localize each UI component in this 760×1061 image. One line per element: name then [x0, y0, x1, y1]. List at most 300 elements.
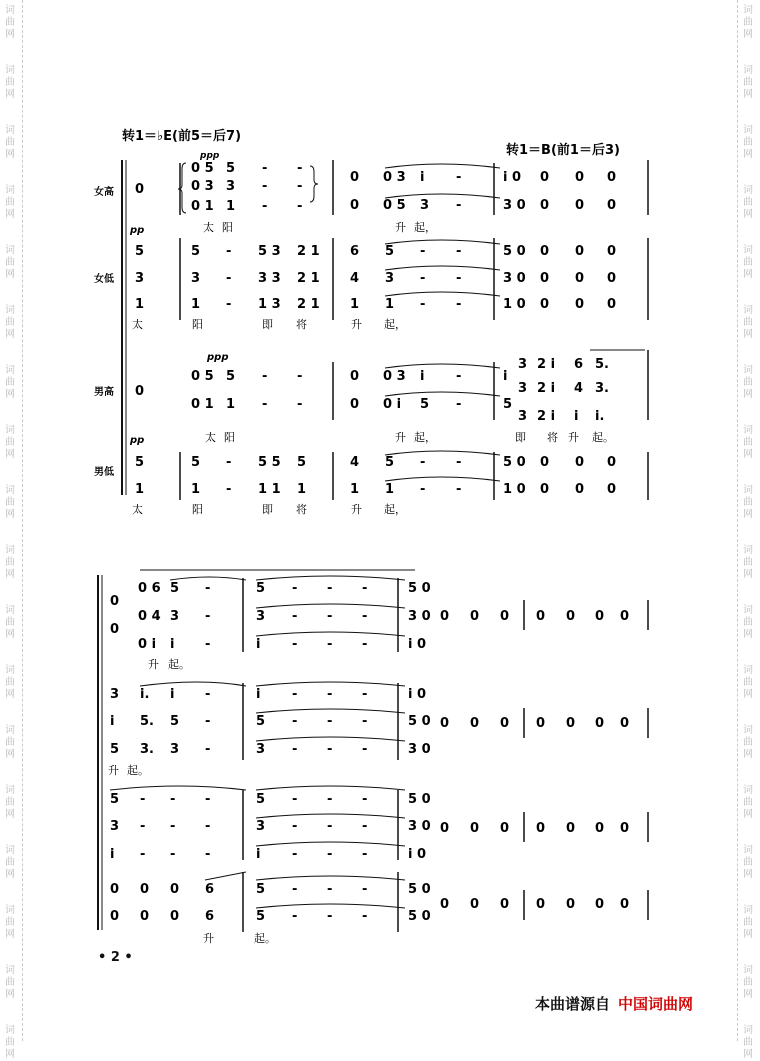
svg-text:0: 0 — [540, 244, 550, 259]
svg-text:5 3: 5 3 — [258, 244, 281, 259]
svg-text:3: 3 — [385, 271, 395, 286]
key-change-1: 转1＝♭E(前5＝后7) — [122, 129, 242, 144]
svg-text:3: 3 — [256, 819, 266, 834]
svg-text:-: - — [140, 792, 146, 807]
part-label-soprano: 女高 — [94, 187, 114, 198]
svg-text:-: - — [297, 397, 303, 412]
svg-text:3.: 3. — [595, 381, 609, 396]
svg-text:-: - — [420, 244, 426, 259]
svg-text:0: 0 — [135, 384, 145, 399]
lyric: 升 — [148, 658, 159, 671]
svg-text:-: - — [297, 199, 303, 214]
watermark-text: 词 曲 网 — [5, 125, 15, 160]
svg-text:0: 0 — [500, 716, 510, 731]
svg-text:0 1: 0 1 — [191, 397, 214, 412]
svg-text:-: - — [292, 581, 298, 596]
svg-text:-: - — [362, 637, 368, 652]
bass-staff — [135, 451, 616, 497]
svg-text:i.: i. — [140, 687, 150, 702]
svg-text:-: - — [420, 482, 426, 497]
dynamics-bass: pp — [130, 435, 145, 446]
svg-text:1: 1 — [385, 482, 395, 497]
svg-text:1: 1 — [135, 482, 145, 497]
lyric: 阳 — [192, 318, 203, 331]
svg-text:-: - — [205, 581, 211, 596]
svg-text:2 1: 2 1 — [297, 271, 320, 286]
svg-text:0: 0 — [540, 198, 550, 213]
svg-text:-: - — [327, 637, 333, 652]
svg-text:0 4: 0 4 — [138, 609, 161, 624]
lyric: 将 — [296, 318, 307, 331]
lyric: 太 — [132, 318, 143, 331]
svg-text:3: 3 — [170, 742, 180, 757]
system2-row3 — [110, 786, 629, 862]
svg-text:3: 3 — [110, 687, 120, 702]
svg-text:0: 0 — [110, 909, 120, 924]
watermark-text: 词 曲 网 — [5, 185, 15, 220]
watermark-text: 词 曲 网 — [5, 305, 15, 340]
svg-text:0 3: 0 3 — [383, 369, 406, 384]
svg-text:-: - — [262, 199, 268, 214]
svg-text:5 0: 5 0 — [408, 909, 431, 924]
svg-text:0: 0 — [620, 716, 630, 731]
svg-text:i: i — [256, 847, 261, 862]
svg-text:i.: i. — [595, 409, 605, 424]
svg-text:i 0: i 0 — [408, 637, 427, 652]
lyric: 升 — [108, 764, 119, 777]
svg-text:3: 3 — [191, 271, 201, 286]
svg-text:i: i — [110, 847, 115, 862]
svg-text:0: 0 — [620, 609, 630, 624]
svg-text:5: 5 — [170, 714, 180, 729]
watermark-text: 词 曲 网 — [743, 1025, 753, 1060]
dynamics-tenor: ppp — [207, 352, 229, 363]
svg-text:-: - — [362, 819, 368, 834]
lyric: 阳 — [222, 221, 233, 234]
watermark-text: 词 曲 网 — [743, 65, 753, 100]
svg-text:2 i: 2 i — [537, 357, 556, 372]
svg-text:0: 0 — [566, 897, 576, 912]
svg-text:-: - — [297, 369, 303, 384]
svg-text:-: - — [292, 714, 298, 729]
lyric: 将 — [296, 503, 307, 516]
svg-text:0: 0 — [595, 821, 605, 836]
lyric: 升 — [395, 221, 406, 234]
svg-text:-: - — [205, 609, 211, 624]
watermark-text: 词 曲 网 — [743, 725, 753, 760]
svg-text:0: 0 — [540, 271, 550, 286]
watermark-text: 词 曲 网 — [5, 905, 15, 940]
svg-text:5 0: 5 0 — [503, 244, 526, 259]
svg-text:1 3: 1 3 — [258, 297, 281, 312]
svg-text:i: i — [574, 409, 579, 424]
svg-text:0: 0 — [595, 609, 605, 624]
svg-text:-: - — [362, 909, 368, 924]
watermark-text: 词 曲 网 — [743, 845, 753, 880]
svg-text:-: - — [456, 297, 462, 312]
svg-text:1: 1 — [135, 297, 145, 312]
page-number: • 2 • — [98, 950, 133, 965]
svg-text:i: i — [420, 170, 425, 185]
svg-text:3 0: 3 0 — [408, 742, 431, 757]
svg-text:-: - — [205, 847, 211, 862]
part-label-tenor: 男高 — [94, 387, 114, 398]
lyric: 起， — [384, 503, 406, 516]
lyric: 起。 — [168, 658, 190, 671]
lyric: 阳 — [224, 431, 235, 444]
svg-text:0: 0 — [540, 297, 550, 312]
svg-text:0: 0 — [575, 297, 585, 312]
svg-text:0: 0 — [540, 170, 550, 185]
svg-text:5: 5 — [385, 244, 395, 259]
svg-text:-: - — [262, 397, 268, 412]
watermark-text: 词 曲 网 — [5, 725, 15, 760]
svg-text:1 0: 1 0 — [503, 297, 526, 312]
svg-text:i: i — [420, 369, 425, 384]
svg-text:5: 5 — [256, 882, 266, 897]
svg-text:-: - — [205, 637, 211, 652]
svg-text:3: 3 — [135, 271, 145, 286]
svg-text:6: 6 — [574, 357, 584, 372]
svg-text:0: 0 — [500, 609, 510, 624]
svg-text:4: 4 — [350, 271, 360, 286]
lyric: 升 — [351, 503, 362, 516]
svg-text:0: 0 — [595, 897, 605, 912]
lyric: 升 — [351, 318, 362, 331]
watermark-text: 词 曲 网 — [5, 845, 15, 880]
svg-text:0: 0 — [470, 821, 480, 836]
svg-text:0: 0 — [440, 609, 450, 624]
lyric: 起， — [414, 431, 436, 444]
svg-text:0: 0 — [566, 821, 576, 836]
svg-text:0 i: 0 i — [138, 637, 157, 652]
lyric: 升 — [568, 431, 579, 444]
svg-text:-: - — [420, 271, 426, 286]
svg-text:-: - — [420, 297, 426, 312]
svg-text:2 1: 2 1 — [297, 297, 320, 312]
system2-row1 — [110, 570, 629, 652]
svg-text:0: 0 — [607, 244, 617, 259]
lyric: 升 — [395, 431, 406, 444]
svg-text:1: 1 — [350, 297, 360, 312]
watermark-text: 词 曲 网 — [5, 425, 15, 460]
svg-text:3 0: 3 0 — [503, 198, 526, 213]
svg-text:3: 3 — [518, 381, 528, 396]
svg-text:3: 3 — [256, 609, 266, 624]
svg-text:4: 4 — [350, 455, 360, 470]
svg-text:0: 0 — [440, 821, 450, 836]
watermark-text: 词 曲 网 — [743, 545, 753, 580]
watermark-text: 词 曲 网 — [743, 965, 753, 1000]
svg-text:0 1: 0 1 — [191, 199, 214, 214]
svg-text:-: - — [205, 819, 211, 834]
system2-row2 — [110, 682, 629, 757]
svg-text:-: - — [362, 847, 368, 862]
svg-text:-: - — [226, 482, 232, 497]
svg-text:5.: 5. — [140, 714, 154, 729]
svg-text:-: - — [327, 847, 333, 862]
watermark-text: 词 曲 网 — [743, 605, 753, 640]
svg-text:6: 6 — [205, 882, 215, 897]
lyric: 即 — [262, 503, 273, 516]
svg-text:-: - — [292, 742, 298, 757]
lyric: 起， — [414, 221, 436, 234]
svg-text:6: 6 — [350, 244, 360, 259]
lyric: 升 — [203, 932, 214, 945]
svg-text:-: - — [327, 714, 333, 729]
svg-text:-: - — [456, 198, 462, 213]
svg-text:-: - — [456, 244, 462, 259]
svg-text:0: 0 — [607, 198, 617, 213]
svg-text:0: 0 — [350, 170, 360, 185]
svg-text:0: 0 — [110, 594, 120, 609]
svg-text:0: 0 — [540, 482, 550, 497]
svg-text:0: 0 — [440, 716, 450, 731]
lyric: 起。 — [127, 764, 149, 777]
svg-text:4: 4 — [574, 381, 584, 396]
svg-text:5: 5 — [420, 397, 430, 412]
soprano-staff — [135, 161, 616, 214]
watermark-text: 词 曲 网 — [5, 665, 15, 700]
watermark-text: 词 曲 网 — [743, 665, 753, 700]
svg-text:-: - — [327, 742, 333, 757]
svg-text:0: 0 — [607, 297, 617, 312]
watermark-text: 词 曲 网 — [5, 5, 15, 40]
lyric: 太 — [205, 431, 216, 444]
svg-text:3 0: 3 0 — [408, 819, 431, 834]
svg-text:5: 5 — [256, 581, 266, 596]
svg-text:-: - — [170, 847, 176, 862]
svg-text:i: i — [170, 637, 175, 652]
svg-text:1: 1 — [226, 199, 236, 214]
svg-text:5 0: 5 0 — [408, 882, 431, 897]
svg-text:0: 0 — [350, 369, 360, 384]
svg-text:0: 0 — [110, 622, 120, 637]
svg-text:-: - — [327, 882, 333, 897]
svg-text:0: 0 — [536, 897, 546, 912]
part-label-alto: 女低 — [94, 274, 114, 285]
svg-text:i: i — [170, 687, 175, 702]
svg-text:-: - — [170, 792, 176, 807]
svg-text:-: - — [292, 909, 298, 924]
watermark-text: 词 曲 网 — [5, 785, 15, 820]
watermark-text: 词 曲 网 — [5, 245, 15, 280]
svg-text:-: - — [292, 609, 298, 624]
svg-text:5 5: 5 5 — [258, 455, 281, 470]
svg-text:0: 0 — [607, 455, 617, 470]
svg-text:-: - — [456, 397, 462, 412]
svg-text:5: 5 — [256, 714, 266, 729]
svg-text:-: - — [327, 687, 333, 702]
svg-text:5: 5 — [191, 244, 201, 259]
svg-text:5 0: 5 0 — [408, 714, 431, 729]
svg-text:-: - — [292, 687, 298, 702]
svg-text:0: 0 — [350, 198, 360, 213]
lyric: 起， — [384, 318, 406, 331]
watermark-text: 词 曲 网 — [5, 605, 15, 640]
svg-text:0: 0 — [470, 609, 480, 624]
svg-text:0 3: 0 3 — [383, 170, 406, 185]
dynamics-alto: pp — [130, 225, 145, 236]
svg-text:0: 0 — [566, 609, 576, 624]
svg-text:-: - — [362, 714, 368, 729]
svg-text:0: 0 — [607, 271, 617, 286]
svg-text:5: 5 — [385, 455, 395, 470]
svg-text:-: - — [420, 455, 426, 470]
alto-staff — [135, 240, 616, 312]
svg-text:0: 0 — [536, 821, 546, 836]
svg-text:i 0: i 0 — [503, 170, 522, 185]
watermark-text: 词 曲 网 — [5, 965, 15, 1000]
svg-text:0: 0 — [500, 821, 510, 836]
watermark-text: 词 曲 网 — [743, 245, 753, 280]
watermark-text: 词 曲 网 — [743, 425, 753, 460]
svg-text:5: 5 — [135, 244, 145, 259]
svg-text:-: - — [205, 714, 211, 729]
svg-text:1: 1 — [297, 482, 307, 497]
svg-text:3: 3 — [170, 609, 180, 624]
watermark-text: 词 曲 网 — [743, 365, 753, 400]
svg-text:-: - — [327, 792, 333, 807]
svg-text:1: 1 — [191, 482, 201, 497]
svg-text:0 5: 0 5 — [191, 369, 214, 384]
svg-text:0: 0 — [536, 609, 546, 624]
svg-text:5 0: 5 0 — [503, 455, 526, 470]
svg-text:2 i: 2 i — [537, 409, 556, 424]
svg-text:-: - — [362, 792, 368, 807]
svg-text:1: 1 — [350, 482, 360, 497]
svg-text:0: 0 — [470, 897, 480, 912]
svg-text:i: i — [256, 637, 261, 652]
svg-text:-: - — [205, 742, 211, 757]
watermark-text: 词 曲 网 — [743, 185, 753, 220]
svg-text:1 0: 1 0 — [503, 482, 526, 497]
svg-text:0: 0 — [566, 716, 576, 731]
svg-text:1: 1 — [226, 397, 236, 412]
svg-text:-: - — [362, 609, 368, 624]
watermark-text: 词 曲 网 — [743, 905, 753, 940]
svg-text:-: - — [456, 369, 462, 384]
lyric: 太 — [132, 503, 143, 516]
svg-text:0: 0 — [140, 909, 150, 924]
svg-text:0 5: 0 5 — [191, 161, 214, 176]
watermark-text: 词 曲 网 — [5, 485, 15, 520]
svg-text:-: - — [226, 271, 232, 286]
svg-text:0: 0 — [135, 182, 145, 197]
svg-text:1: 1 — [191, 297, 201, 312]
svg-text:-: - — [292, 792, 298, 807]
svg-text:5: 5 — [191, 455, 201, 470]
svg-text:0 5: 0 5 — [383, 198, 406, 213]
svg-text:1 1: 1 1 — [258, 482, 281, 497]
svg-text:-: - — [327, 819, 333, 834]
svg-text:5: 5 — [503, 397, 513, 412]
svg-text:-: - — [292, 882, 298, 897]
svg-text:0: 0 — [575, 244, 585, 259]
source-footer — [535, 993, 693, 1014]
part-label-bass: 男低 — [94, 467, 114, 478]
svg-text:-: - — [205, 687, 211, 702]
footer-site-link[interactable]: 中国词曲网 — [618, 995, 694, 1013]
svg-text:-: - — [262, 179, 268, 194]
svg-text:0: 0 — [110, 882, 120, 897]
svg-text:0: 0 — [575, 455, 585, 470]
svg-text:0: 0 — [620, 821, 630, 836]
svg-text:6: 6 — [205, 909, 215, 924]
svg-text:0: 0 — [170, 882, 180, 897]
svg-text:2 i: 2 i — [537, 381, 556, 396]
svg-text:-: - — [362, 581, 368, 596]
system2-row4 — [110, 872, 629, 924]
lyric: 阳 — [192, 503, 203, 516]
svg-text:-: - — [327, 581, 333, 596]
svg-text:3: 3 — [518, 357, 528, 372]
svg-text:1: 1 — [385, 297, 395, 312]
svg-text:-: - — [262, 369, 268, 384]
svg-text:5: 5 — [226, 369, 236, 384]
watermark-text: 词 曲 网 — [743, 785, 753, 820]
svg-text:-: - — [292, 847, 298, 862]
svg-text:3: 3 — [110, 819, 120, 834]
svg-text:-: - — [456, 170, 462, 185]
watermark-text: 词 曲 网 — [5, 65, 15, 100]
svg-text:-: - — [170, 819, 176, 834]
key-change-2: 转1＝B(前1＝后3) — [506, 143, 620, 158]
svg-text:-: - — [140, 819, 146, 834]
svg-text:-: - — [297, 161, 303, 176]
svg-text:5: 5 — [297, 455, 307, 470]
svg-text:-: - — [327, 909, 333, 924]
svg-text:-: - — [456, 482, 462, 497]
svg-text:0: 0 — [470, 716, 480, 731]
watermark-text: 词 曲 网 — [743, 125, 753, 160]
svg-text:5: 5 — [256, 909, 266, 924]
svg-text:0: 0 — [140, 882, 150, 897]
svg-text:0: 0 — [607, 170, 617, 185]
footer-prefix: 本曲谱源自 — [535, 995, 611, 1013]
svg-text:0 6: 0 6 — [138, 581, 161, 596]
watermark-text: 词 曲 网 — [5, 1025, 15, 1060]
svg-text:3: 3 — [256, 742, 266, 757]
svg-text:5: 5 — [135, 455, 145, 470]
svg-text:3 3: 3 3 — [258, 271, 281, 286]
svg-text:0: 0 — [575, 271, 585, 286]
svg-text:-: - — [292, 819, 298, 834]
svg-text:5: 5 — [170, 581, 180, 596]
watermark-text: 词 曲 网 — [5, 545, 15, 580]
svg-text:-: - — [226, 244, 232, 259]
svg-text:3: 3 — [518, 409, 528, 424]
svg-text:-: - — [362, 882, 368, 897]
svg-text:i: i — [256, 687, 261, 702]
svg-text:3 0: 3 0 — [503, 271, 526, 286]
svg-text:3: 3 — [420, 198, 430, 213]
svg-text:5: 5 — [226, 161, 236, 176]
svg-text:-: - — [456, 455, 462, 470]
svg-text:0: 0 — [500, 897, 510, 912]
svg-text:-: - — [292, 637, 298, 652]
svg-text:0: 0 — [540, 455, 550, 470]
svg-text:5: 5 — [110, 792, 120, 807]
lyric: 即 — [515, 431, 526, 444]
svg-text:i: i — [503, 369, 508, 384]
svg-text:-: - — [362, 742, 368, 757]
svg-text:5: 5 — [110, 742, 120, 757]
svg-text:i: i — [110, 714, 115, 729]
svg-text:0: 0 — [350, 397, 360, 412]
svg-text:-: - — [205, 792, 211, 807]
svg-text:5.: 5. — [595, 357, 609, 372]
